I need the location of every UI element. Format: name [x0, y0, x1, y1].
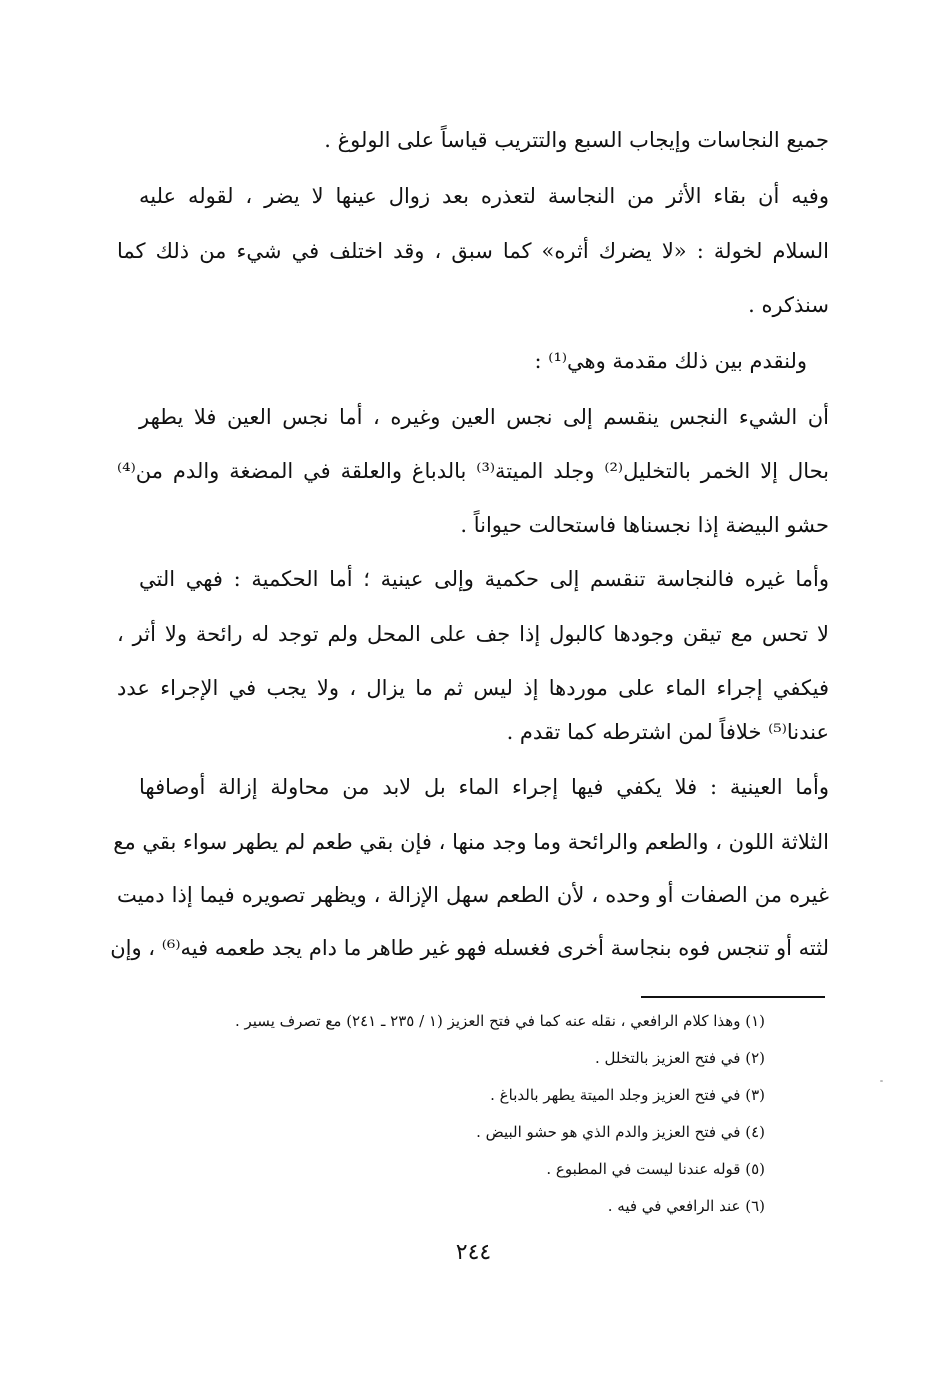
body-line: سنذكره .: [748, 293, 829, 317]
footnote: (١) وهذا كلام الرافعي ، نقله عنه كما في فتح العزيز (١ / ٢٣٥ ـ ٢٤١) مع تصرف يسير .: [234, 1012, 765, 1030]
body-line: أن الشيء النجس ينقسم إلى نجس العين وغيره ، أما نجس العين فلا يطهر: [139, 405, 829, 429]
body-line: جميع النجاسات وإيجاب السبع والتتريب قياساً على الولوغ .: [324, 128, 829, 152]
footnote: (٢) في فتح العزيز بالتخلل .: [595, 1049, 765, 1067]
body-line: وأما غيره فالنجاسة تنقسم إلى حكمية وإلى عينية ؛ أما الحكمية : فهي التي: [139, 567, 829, 591]
footnote-separator: [641, 996, 825, 998]
body-line: وفيه أن بقاء الأثر من النجاسة لتعذره بعد زوال عينها لا يضر ، لقوله عليه: [139, 184, 829, 208]
body-line: الثلاثة اللون ، والطعم والرائحة وما وجد منها ، فإن بقي طعم لم يطهر سواء بقي مع: [113, 830, 829, 854]
body-line: لا تحس مع تيقن وجودها كالبول إذا جف على المحل ولم توجد له رائحة ولا أثر ،: [117, 622, 829, 646]
body-line: حشو البيضة إذا نجسناها فاستحالت حيواناً .: [460, 513, 829, 537]
body-line: وأما العينية : فلا يكفي فيها إجراء الماء بل لابد من محاولة إزالة أوصافها: [139, 775, 829, 799]
body-line: غيره من الصفات أو وحده ، لأن الطعم سهل الإزالة ، ويظهر تصويره فيما إذا دميت: [117, 883, 829, 907]
body-line: عندنا⁽⁵⁾ خلافاً لمن اشترطه كما تقدم .: [506, 720, 829, 744]
body-line: ولنقدم بين ذلك مقدمة وهي⁽¹⁾ :: [534, 349, 807, 373]
body-line: فيكفي إجراء الماء على موردها إذ ليس ثم ما يزال ، ولا يجب في الإجراء عدد: [117, 676, 829, 700]
footnote: (٤) في فتح العزيز والدم الذي هو حشو البيض .: [476, 1123, 765, 1141]
body-line: بحال إلا الخمر بالتخليل⁽²⁾ وجلد الميتة⁽³⁾ بالدباغ والعلقة في المضغة والدم من⁽⁴⁾: [117, 459, 830, 483]
page-number: ٢٤٤: [455, 1240, 492, 1265]
footnote: (٣) في فتح العزيز وجلد الميتة يطهر بالدباغ .: [490, 1086, 765, 1104]
body-line: لثته أو تنجس فوه بنجاسة أخرى فغسله فهو غير طاهر ما دام يجد طعمه فيه⁽⁶⁾ ، وإن: [110, 936, 829, 960]
scan-speck: [880, 1080, 883, 1082]
body-line: السلام لخولة : «لا يضرك أثره» كما سبق ، وقد اختلف في شيء من ذلك كما: [117, 239, 829, 263]
footnote: (٦) عند الرافعي في فيه .: [607, 1197, 765, 1215]
footnote: (٥) قوله عندنا ليست في المطبوع .: [546, 1160, 765, 1178]
